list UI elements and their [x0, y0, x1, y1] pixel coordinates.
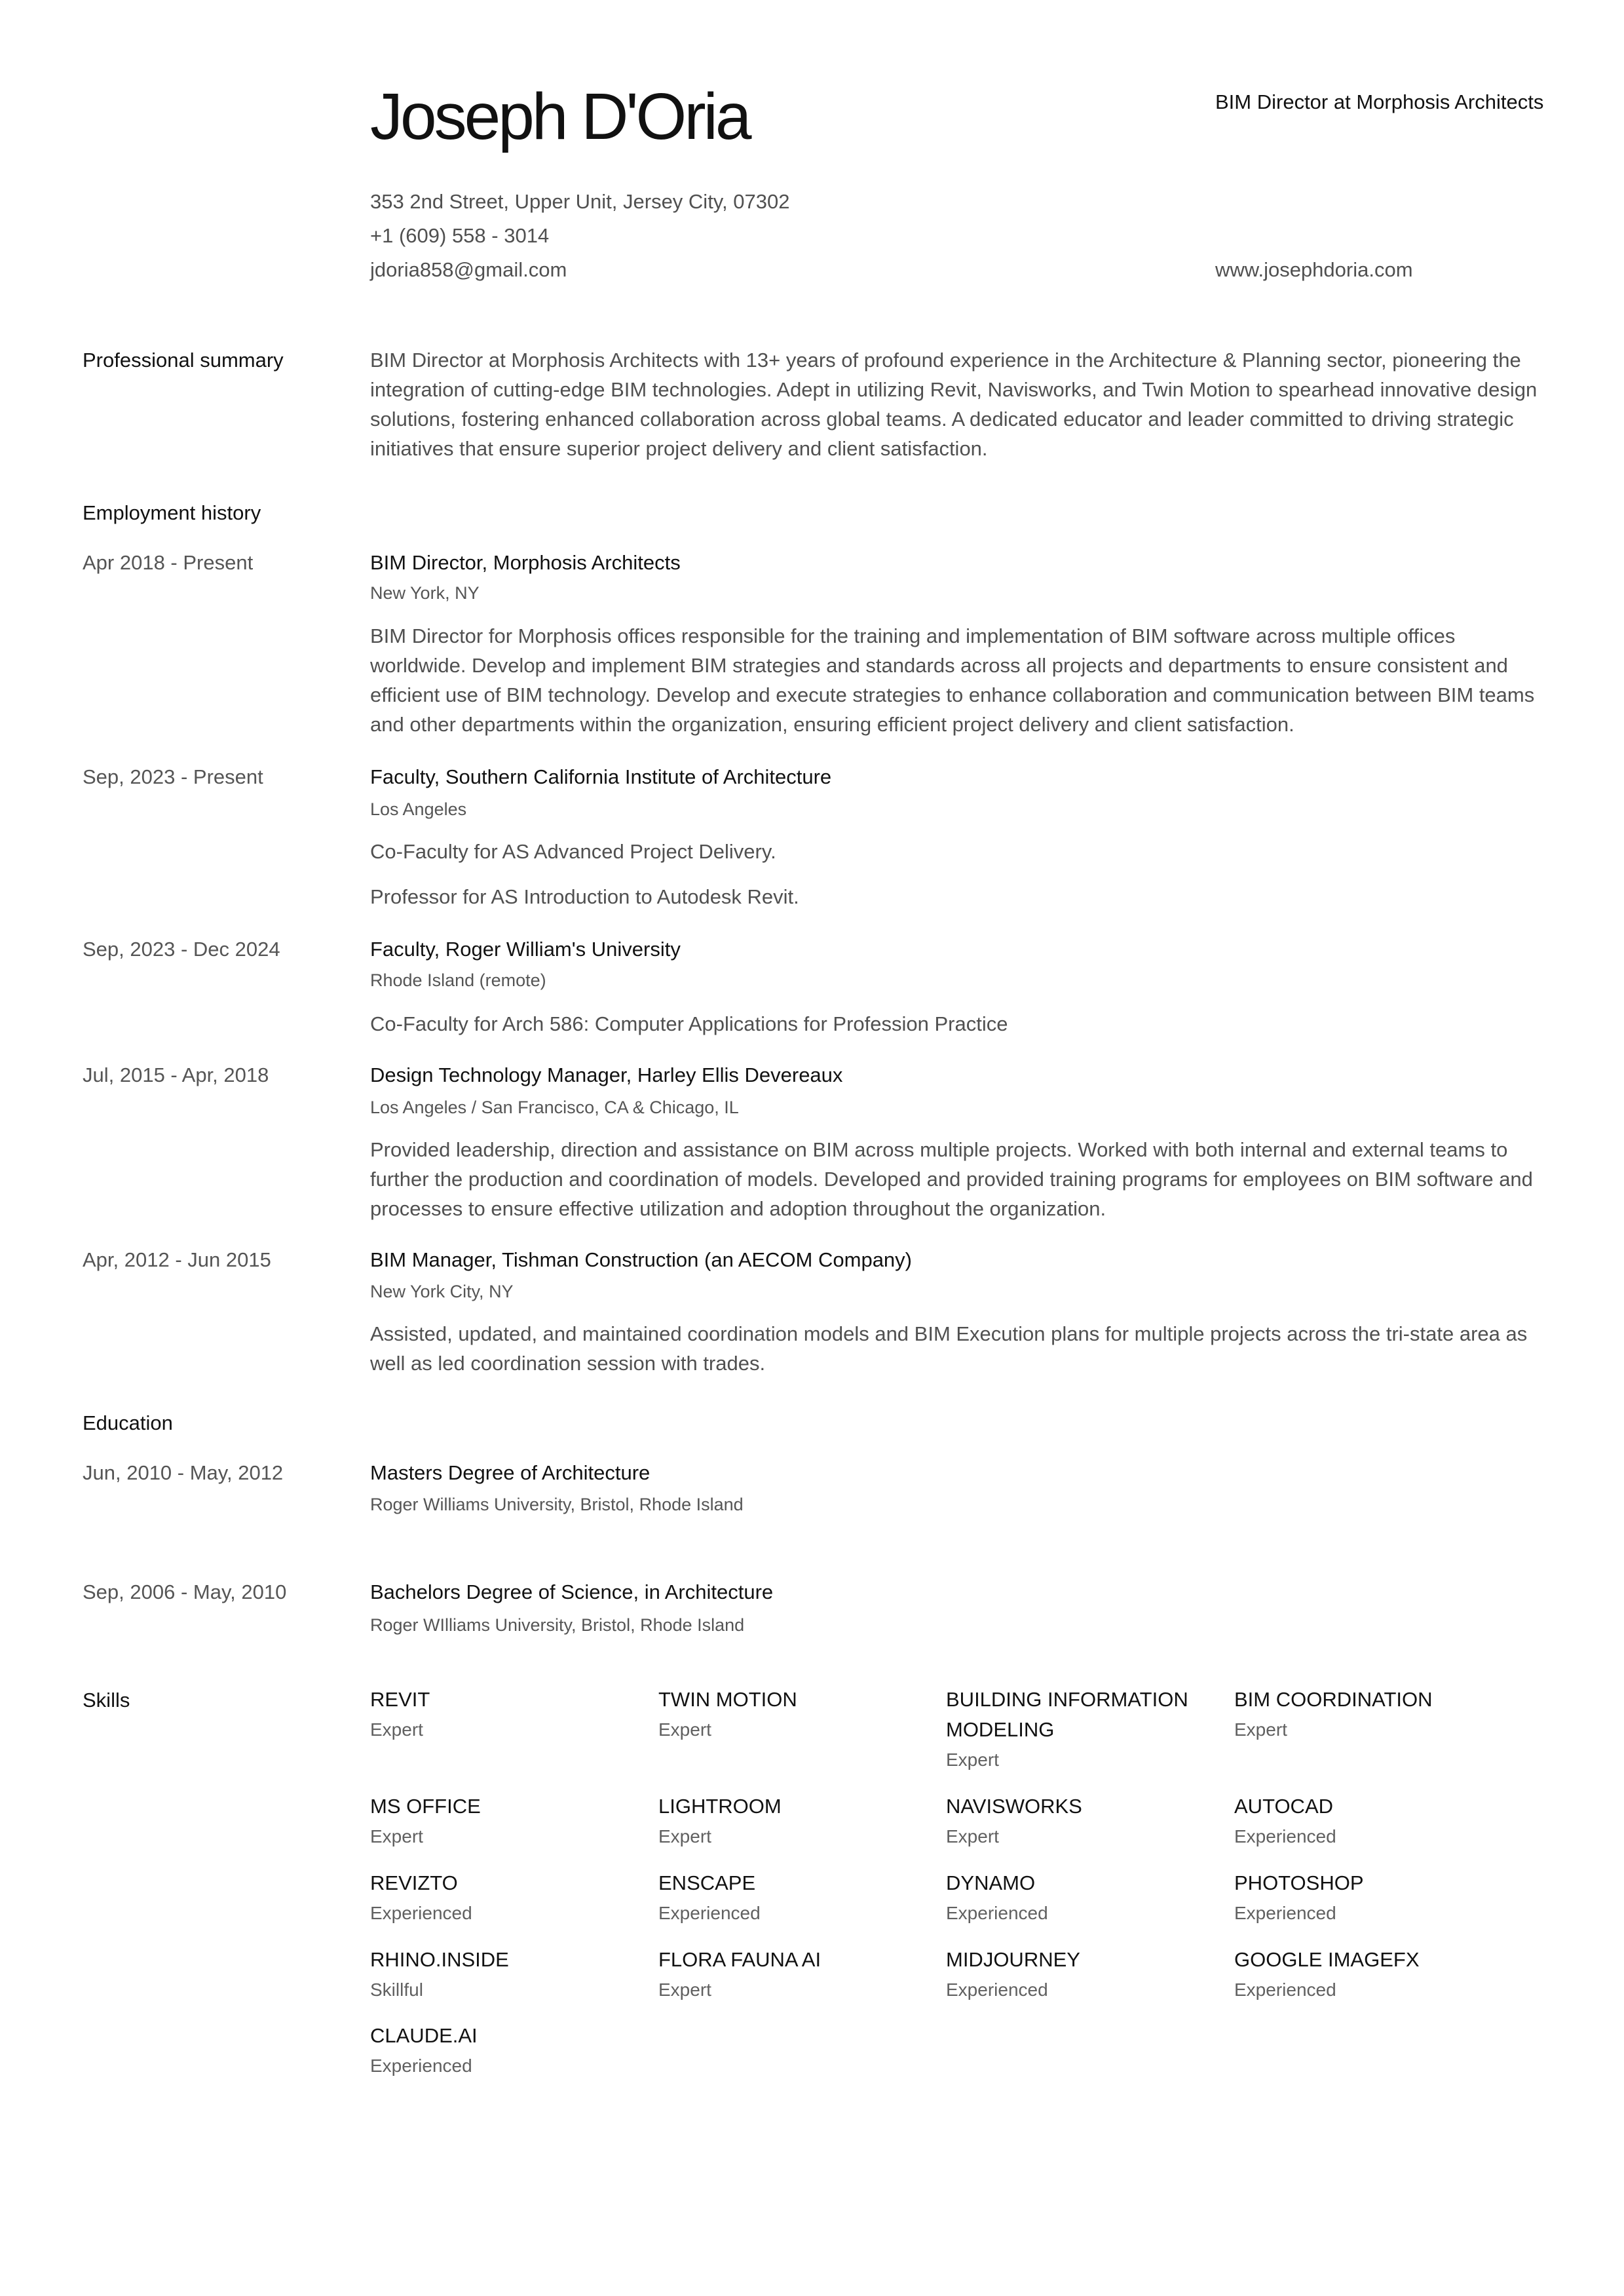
skill-item — [658, 1791, 934, 1850]
job-description: Provided leadership, direction and assistance on BIM across multiple projects. Worked with both internal and external teams to further the production and coordination of models. Developed and provided training programs for employees on BIM software and processes to ensure effective utilization and adoption throughout the organization. — [370, 1138, 1533, 1220]
job-location: Los Angeles / San Francisco, CA & Chicago, IL — [370, 1098, 739, 1117]
degree: Bachelors Degree of Science, in Architecture — [370, 1580, 774, 1603]
summary-text: BIM Director at Morphosis Architects with 13+ years of profound experience in the Architecture & Planning sector, pioneering the integration of cutting-edge BIM technologies. Adept in utilizing Revit, Navisworks, and Twin Motion to spearhead innovative design solutions, fostering enhanced collaboration across global teams. A dedicated educator and leader committed to driving strategic initiatives that ensure superior project delivery and client satisfaction. — [370, 349, 1538, 460]
skill-name: AUTOCAD — [1234, 1795, 1334, 1818]
job-location: Los Angeles — [370, 799, 467, 819]
skill-level: Expert — [658, 1980, 711, 2000]
skill-level: Expert — [658, 1719, 711, 1740]
job-title: BIM Manager, Tishman Construction (an AECOM Company) — [370, 1248, 912, 1271]
skill-level: Expert — [370, 1719, 423, 1740]
job-dates: Apr, 2012 - Jun 2015 — [83, 1248, 271, 1271]
skill-level: Experienced — [946, 1980, 1048, 2000]
education-dates: Sep, 2006 - May, 2010 — [83, 1580, 287, 1603]
skill-name: REVIT — [370, 1688, 430, 1711]
skills-heading: Skills — [83, 1689, 130, 1712]
job-location: New York, NY — [370, 583, 480, 603]
skill-item — [1234, 1791, 1509, 1850]
skill-name: REVIZTO — [370, 1871, 458, 1894]
skill-name: TWIN MOTION — [658, 1688, 797, 1711]
skill-level: Expert — [658, 1826, 711, 1846]
skill-level: Expert — [370, 1826, 423, 1846]
job-dates: Jul, 2015 - Apr, 2018 — [83, 1063, 269, 1086]
job-title: BIM Director, Morphosis Architects — [370, 551, 681, 574]
skill-item — [658, 1868, 934, 1927]
education-dates: Jun, 2010 - May, 2012 — [83, 1461, 284, 1484]
skill-level: Expert — [946, 1826, 999, 1846]
school: Roger Williams University, Bristol, Rhode Island — [370, 1495, 744, 1514]
job-location: Rhode Island (remote) — [370, 970, 546, 990]
skill-name: BUILDING INFORMATION MODELING — [946, 1688, 1188, 1741]
skill-item — [370, 2021, 645, 2080]
job-description: Co-Faculty for Arch 586: Computer Applications for Profession Practice — [370, 1012, 1008, 1035]
job-description: Assisted, updated, and maintained coordination models and BIM Execution plans for multiple projects across the tri-state area as well as led coordination session with trades. — [370, 1322, 1528, 1375]
job-location: New York City, NY — [370, 1282, 514, 1301]
headline: BIM Director at Morphosis Architects — [1215, 90, 1544, 113]
skill-name: BIM COORDINATION — [1234, 1688, 1433, 1711]
skill-level: Expert — [946, 1750, 999, 1770]
skill-level: Experienced — [1234, 1826, 1336, 1846]
skill-item — [946, 1791, 1221, 1850]
skill-name: NAVISWORKS — [946, 1795, 1082, 1818]
address: 353 2nd Street, Upper Unit, Jersey City, 07302 — [370, 190, 790, 213]
website-link[interactable]: www.josephdoria.com — [1215, 258, 1413, 281]
skill-item — [370, 1685, 645, 1744]
phone: +1 (609) 558 - 3014 — [370, 224, 550, 247]
skill-level: Experienced — [658, 1903, 761, 1923]
skill-item — [658, 1685, 934, 1744]
skill-name: MS OFFICE — [370, 1795, 481, 1818]
job-dates: Sep, 2023 - Present — [83, 765, 263, 788]
skill-name: LIGHTROOM — [658, 1795, 782, 1818]
school: Roger WIlliams University, Bristol, Rhode Island — [370, 1615, 745, 1635]
skill-item — [370, 1791, 645, 1850]
skill-item — [658, 1945, 934, 2004]
skill-name: ENSCAPE — [658, 1871, 756, 1894]
skill-name: FLORA FAUNA AI — [658, 1948, 821, 1971]
degree: Masters Degree of Architecture — [370, 1461, 651, 1484]
skill-item — [1234, 1945, 1509, 2004]
job-title: Design Technology Manager, Harley Ellis Devereaux — [370, 1063, 843, 1086]
email-link[interactable]: jdoria858@gmail.com — [370, 258, 567, 281]
skill-item — [946, 1685, 1208, 1774]
skill-item — [370, 1868, 645, 1927]
skill-name: MIDJOURNEY — [946, 1948, 1080, 1971]
skill-level: Experienced — [1234, 1980, 1336, 2000]
job-dates: Apr 2018 - Present — [83, 551, 254, 574]
skill-name: PHOTOSHOP — [1234, 1871, 1364, 1894]
summary-heading: Professional summary — [83, 349, 284, 372]
job-dates: Sep, 2023 - Dec 2024 — [83, 938, 280, 961]
skill-level: Experienced — [946, 1903, 1048, 1923]
skill-item — [1234, 1685, 1509, 1744]
skill-item — [1234, 1868, 1509, 1927]
skill-level: Expert — [1234, 1719, 1287, 1740]
candidate-name: Joseph D'Oria — [370, 80, 749, 153]
skill-level: Experienced — [370, 1903, 472, 1923]
skill-name: DYNAMO — [946, 1871, 1036, 1894]
job-title: Faculty, Roger William's University — [370, 938, 681, 961]
job-description: Co-Faculty for AS Advanced Project Delivery. — [370, 840, 776, 863]
job-title: Faculty, Southern California Institute of Architecture — [370, 765, 832, 788]
skill-level: Experienced — [1234, 1903, 1336, 1923]
skill-level: Skillful — [370, 1980, 423, 2000]
skill-item — [946, 1945, 1221, 2004]
skill-name: RHINO.INSIDE — [370, 1948, 509, 1971]
skill-level: Experienced — [370, 2056, 472, 2076]
skill-name: GOOGLE IMAGEFX — [1234, 1948, 1420, 1971]
employment-heading: Employment history — [83, 501, 261, 524]
education-heading: Education — [83, 1411, 173, 1434]
skill-item — [946, 1868, 1221, 1927]
job-description: Professor for AS Introduction to Autodesk Revit. — [370, 885, 799, 908]
skill-name: CLAUDE.AI — [370, 2024, 478, 2047]
job-description: BIM Director for Morphosis offices responsible for the training and implementation of BIM software across multiple offices worldwide. Develop and implement BIM strategies and standards across all projects and departments to ensure consistent and efficient use of BIM technology. Develop and execute strategies to enhance collaboration and communication between BIM teams and other departments within the organization, ensuring efficient project delivery and client satisfaction. — [370, 624, 1535, 736]
skill-item — [370, 1945, 645, 2004]
